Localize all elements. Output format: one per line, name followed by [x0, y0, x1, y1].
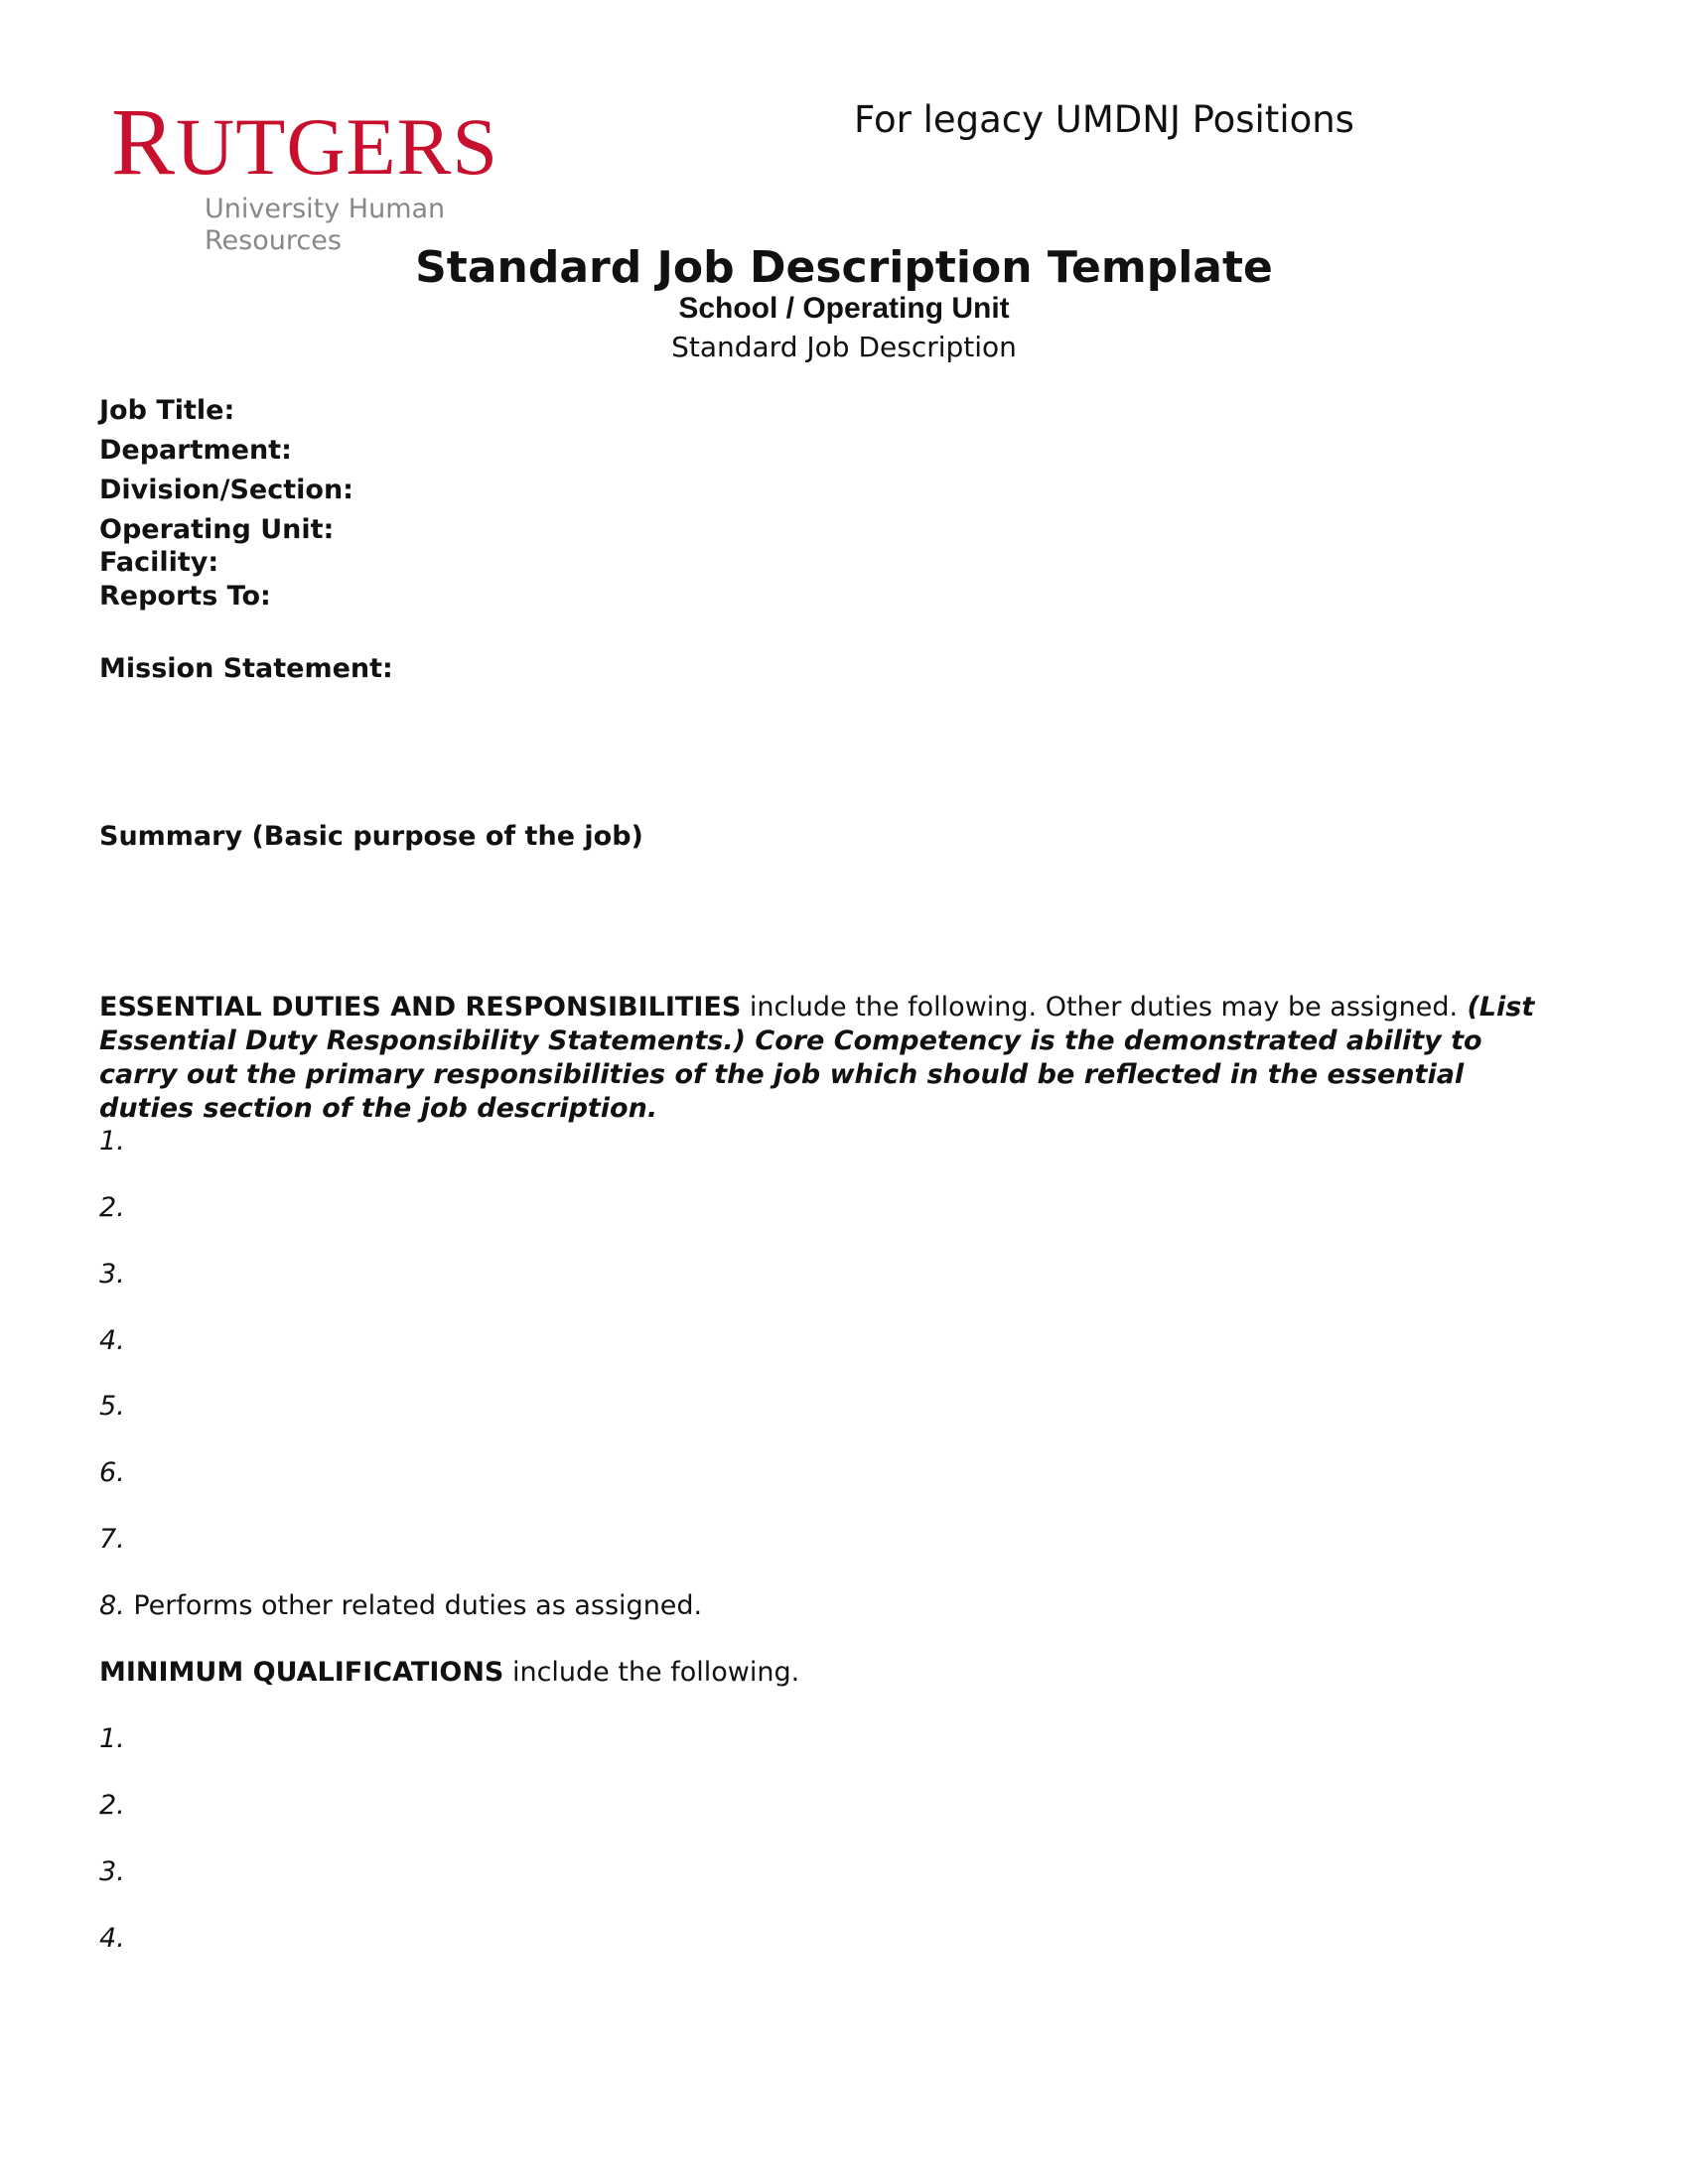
logo-subtitle: University Human Resources	[205, 194, 446, 256]
duty-item-other: 8. Performs other related duties as assigned.	[99, 1590, 703, 1621]
summary-label: Summary (Basic purpose of the job)	[99, 821, 643, 852]
duty-item: 2.	[99, 1192, 125, 1223]
document-title: Standard Job Description Template	[415, 242, 1273, 293]
minimum-qualifications-paragraph: MINIMUM QUALIFICATIONS include the following.	[99, 1657, 800, 1688]
job-title-label: Job Title:	[99, 395, 235, 426]
qualification-item: 1.	[99, 1723, 125, 1754]
duty-item: 4.	[99, 1325, 125, 1356]
operating-unit-label: Operating Unit:	[99, 514, 335, 545]
duty-item: 5.	[99, 1391, 125, 1422]
legacy-note: For legacy UMDNJ Positions	[854, 98, 1354, 141]
minimum-qualifications-heading: MINIMUM QUALIFICATIONS	[99, 1657, 504, 1688]
division-label: Division/Section:	[99, 475, 353, 505]
department-label: Department:	[99, 435, 292, 466]
duty-item: 1.	[99, 1126, 125, 1157]
duty-item: 7.	[99, 1524, 125, 1555]
essential-duties-text: include the following. Other duties may be assigned.	[741, 992, 1459, 1023]
essential-duties-heading: ESSENTIAL DUTIES AND RESPONSIBILITIES	[99, 992, 742, 1023]
qualification-item: 3.	[99, 1856, 125, 1887]
duty-item: 3.	[99, 1259, 125, 1290]
reports-to-label: Reports To:	[99, 581, 271, 612]
essential-duties-paragraph	[99, 991, 1549, 1126]
document-subtitle: Standard Job Description	[671, 331, 1017, 363]
rutgers-wordmark: RUTGERS	[111, 88, 498, 195]
mission-statement-label: Mission Statement:	[99, 653, 393, 684]
rutgers-logo	[111, 88, 568, 257]
facility-label: Facility:	[99, 547, 219, 578]
essential-duties-instructions: (List Essential Duty Responsibility Statements.) Core Competency is the demonstrated ability to carry out the primary responsibilities of the job which should be reflected in the essential duties section of the job description.	[99, 992, 1535, 1124]
qualification-item: 4.	[99, 1923, 125, 1954]
duty-item: 6.	[99, 1457, 125, 1488]
school-operating-unit: School / Operating Unit	[678, 292, 1010, 325]
qualification-item: 2.	[99, 1790, 125, 1821]
